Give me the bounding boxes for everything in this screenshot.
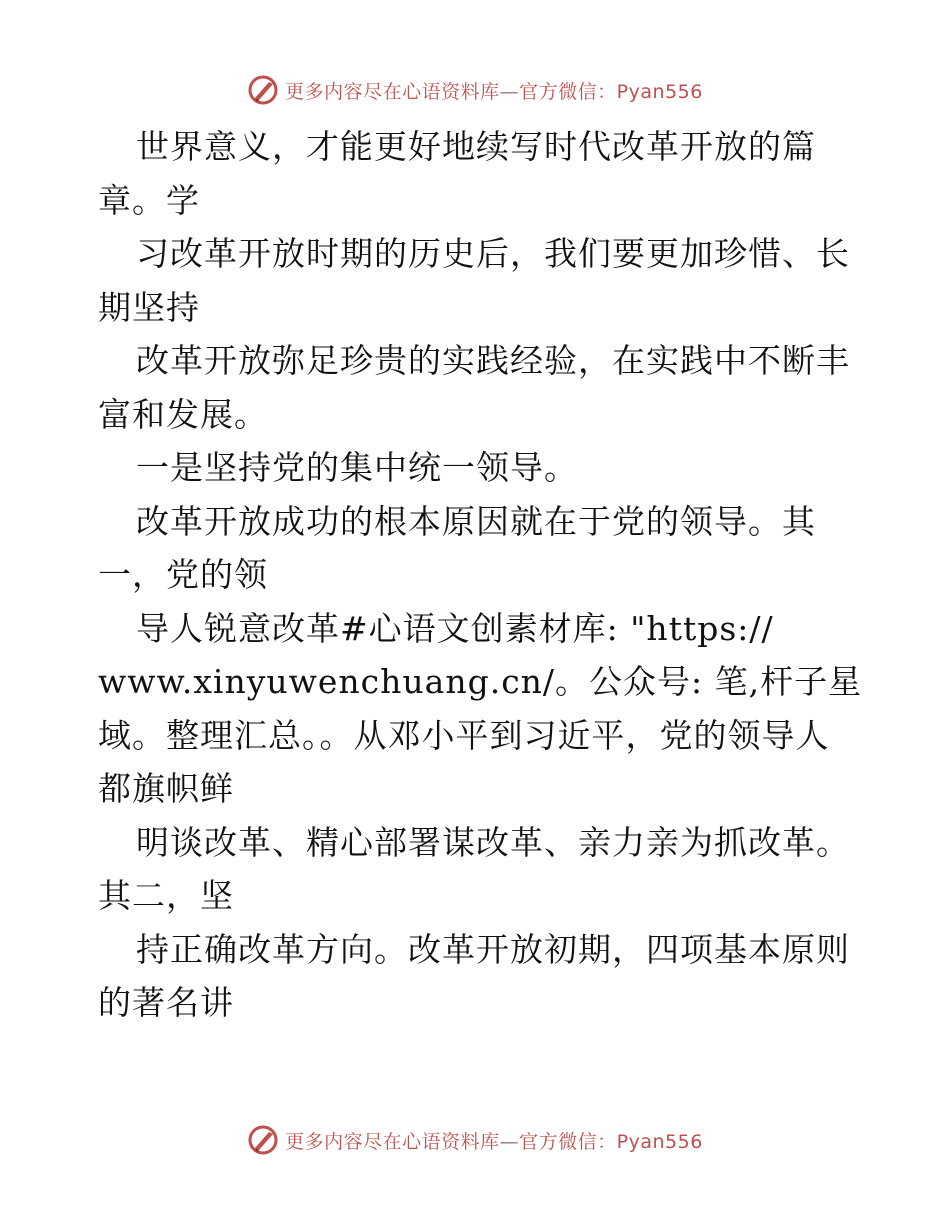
body-line: 改革开放弥足珍贵的实践经验，在实践中不断丰 (136, 341, 850, 380)
footer-banner-title: 更多内容尽在心语资料库 (285, 1130, 500, 1153)
body-line: 域。整理汇总。。从邓小平到习近平，党的领导人 (98, 715, 830, 755)
body-line: 富和发展。 (98, 394, 268, 434)
header-banner-separator: — (499, 80, 520, 103)
body-line: 一是坚持党的集中统一领导。 (136, 448, 578, 487)
body-line: 期坚持 (98, 287, 200, 327)
body-line: 持正确改革方向。改革开放初期，四项基本原则 (136, 929, 850, 969)
body-line: 改革开放成功的根本原因就在于党的领导。其 (136, 501, 816, 541)
footer-banner-text (285, 1127, 703, 1154)
footer-watermark-banner (0, 1120, 950, 1160)
footer-banner-separator: — (499, 1130, 520, 1153)
header-banner-text (285, 77, 703, 104)
body-line: 世界意义，才能更好地续写时代改革开放的篇 (136, 127, 816, 166)
pen-circle-logo-icon (247, 1124, 279, 1156)
body-line: 的著名讲 (98, 983, 234, 1022)
body-line: 都旗帜鲜 (98, 769, 234, 808)
document-body (98, 120, 863, 1030)
pen-circle-logo-icon (247, 74, 279, 106)
body-line: www.xinyuwenchuang.cn/。公众号: 笔,杆子星 (98, 662, 863, 701)
body-line: 导人锐意改革#心语文创素材库: "https:// (136, 608, 774, 648)
footer-banner-wechat: 官方微信：Pyan556 (519, 1130, 703, 1153)
body-line: 章。学 (98, 180, 200, 220)
header-banner-title: 更多内容尽在心语资料库 (285, 80, 500, 103)
body-line: 其二，坚 (98, 876, 234, 915)
header-watermark-banner (0, 70, 950, 110)
header-banner-wechat: 官方微信：Pyan556 (519, 80, 703, 103)
body-line: 习改革开放时期的历史后，我们要更加珍惜、长 (136, 234, 850, 273)
body-line: 明谈改革、精心部署谋改革、亲力亲为抓改革。 (136, 822, 850, 862)
body-line: 一，党的领 (98, 555, 268, 594)
